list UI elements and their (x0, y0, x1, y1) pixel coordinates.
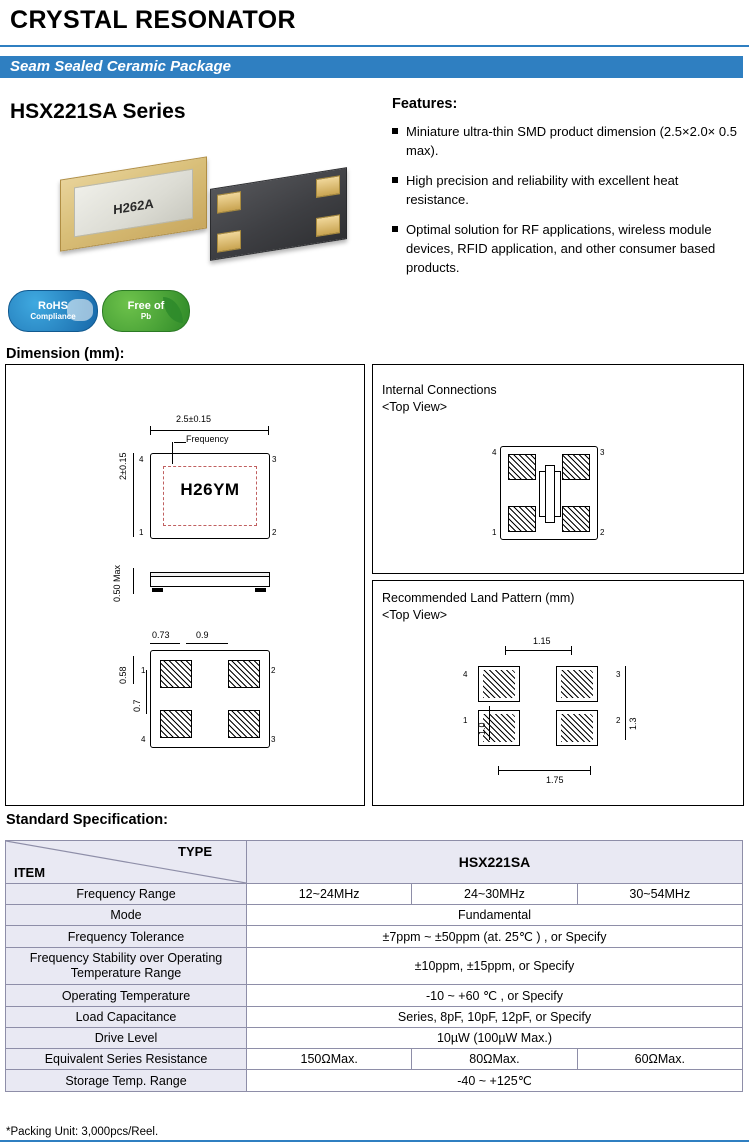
dim-height-label: 2±0.15 (118, 452, 128, 480)
topview-pin-2: 2 (272, 528, 277, 537)
row-cell: 24~30MHz (412, 884, 577, 905)
feature-item (392, 171, 742, 209)
feature-item (392, 220, 742, 277)
spec-heading: Standard Specification: (6, 812, 168, 828)
topview-pin-1: 1 (139, 528, 144, 537)
bottom-view-outline (150, 650, 270, 748)
footer-divider (0, 1140, 749, 1142)
row-cell: ±10ppm, ±15ppm, or Specify (247, 948, 743, 985)
ic-pad-2 (562, 506, 590, 532)
ic-pad-1 (508, 506, 536, 532)
table-row (6, 1007, 743, 1028)
land-pad-3-fill (561, 670, 593, 698)
rohs-badge-text (30, 301, 75, 322)
pad-height-label-1: 0.58 (118, 666, 128, 684)
bottom-view-pad-2 (228, 660, 260, 688)
topview-pin-3: 3 (272, 455, 277, 464)
side-view-foot-left (152, 588, 163, 592)
row-cell: 150ΩMax. (247, 1049, 412, 1070)
land-pin-1: 1 (463, 716, 468, 725)
pad-width-line-1 (150, 643, 180, 644)
pad-3 (217, 230, 241, 253)
row-cell: 60ΩMax. (577, 1049, 742, 1070)
land-pattern-title: Recommended Land Pattern (mm) (382, 591, 575, 605)
table-row (6, 1070, 743, 1092)
row-label: Mode (6, 905, 247, 926)
leaf-icon (163, 297, 183, 323)
land-dim-left-line (489, 706, 490, 740)
table-row (6, 1028, 743, 1049)
free-of-pb-badge (102, 290, 190, 332)
row-cell: Fundamental (247, 905, 743, 926)
bottomview-pin-2: 2 (271, 666, 276, 675)
rohs-line1: RoHS (38, 299, 68, 312)
bottomview-pin-3: 3 (271, 735, 276, 744)
dimension-heading: Dimension (mm): (6, 346, 125, 362)
row-cell: ±7ppm ~ ±50ppm (at. 25℃ ) , or Specify (247, 926, 743, 948)
dim-width-tick-left (150, 426, 151, 435)
pad-4 (316, 214, 340, 237)
dim-height-line (133, 453, 134, 537)
land-pad-3 (556, 666, 598, 702)
land-pad-4-fill (483, 670, 515, 698)
page-title: CRYSTAL RESONATOR (10, 6, 296, 34)
row-label: Drive Level (6, 1028, 247, 1049)
bullet-square-icon (392, 128, 398, 134)
table-row (6, 985, 743, 1007)
feature-text: Miniature ultra-thin SMD product dimension (2.5×2.0× 0.5 max). (406, 124, 737, 158)
ic-pin-2: 2 (600, 528, 605, 537)
row-label: Load Capacitance (6, 1007, 247, 1028)
packing-note: *Packing Unit: 3,000pcs/Reel. (6, 1126, 159, 1138)
internal-connections-view: <Top View> (382, 400, 448, 414)
pb-line2: Pb (140, 311, 152, 321)
table-corner-item: ITEM (14, 865, 46, 880)
subtitle-bar (0, 56, 749, 78)
top-view-outline (150, 453, 270, 539)
row-cell: 12~24MHz (247, 884, 412, 905)
table-row (6, 926, 743, 948)
land-dim-right-line (625, 666, 626, 740)
internal-connections-drawing (500, 446, 598, 540)
land-dim-bottom-line (498, 770, 590, 771)
side-view-drawing (150, 570, 268, 592)
specification-table (5, 840, 743, 1092)
table-row (6, 1049, 743, 1070)
table-corner-type: TYPE (178, 844, 212, 859)
feature-text: Optimal solution for RF applications, wireless module devices, RFID application, and other consumer based products. (406, 222, 716, 275)
subtitle-text: Seam Sealed Ceramic Package (10, 58, 231, 75)
rohs-badge (8, 290, 98, 332)
pad-width-label-1: 0.73 (152, 630, 170, 640)
dim-thickness-line (133, 568, 134, 594)
pb-line1: Free of (127, 299, 165, 312)
side-view-body (150, 576, 270, 587)
bullet-square-icon (392, 177, 398, 183)
header-divider (0, 45, 749, 47)
pad-2 (316, 175, 340, 198)
product-photos (30, 150, 360, 280)
table-corner-cell (6, 841, 247, 884)
table-row (6, 948, 743, 985)
table-row (6, 905, 743, 926)
features-block (392, 96, 742, 288)
crystal-photo-top (60, 156, 207, 251)
frequency-callout-label: Frequency (186, 434, 229, 444)
land-pad-2-fill (561, 714, 593, 742)
bullet-square-icon (392, 226, 398, 232)
feature-item (392, 122, 742, 160)
ic-pin-4: 4 (492, 448, 497, 457)
subtitle-bar-notch (743, 56, 749, 78)
internal-connections-title: Internal Connections (382, 383, 497, 397)
bottom-view-pad-1 (160, 660, 192, 688)
land-dim-right-label: 1.3 (628, 717, 638, 730)
frequency-callout-leader (174, 442, 186, 443)
land-pattern-title-block (382, 590, 574, 624)
top-view-marking: H26YM (180, 480, 240, 499)
ic-pin-1: 1 (492, 528, 497, 537)
ic-pad-4 (508, 454, 536, 480)
land-dim-bottom-label: 1.75 (546, 775, 564, 785)
row-cell: 10µW (100µW Max.) (247, 1028, 743, 1049)
ic-pin-3: 3 (600, 448, 605, 457)
land-dim-top-label: 1.15 (533, 636, 551, 646)
row-cell: -10 ~ +60 ℃ , or Specify (247, 985, 743, 1007)
series-title: HSX221SA Series (10, 100, 186, 123)
pad-1 (217, 191, 241, 214)
land-pad-2 (556, 710, 598, 746)
dim-width-label: 2.5±0.15 (176, 414, 211, 424)
dim-thickness-label: 0.50 Max (112, 564, 122, 602)
dim-width-tick-right (268, 426, 269, 435)
pad-height-label-2: 0.7 (132, 699, 142, 712)
side-view-foot-right (255, 588, 266, 592)
land-pattern-view: <Top View> (382, 608, 448, 622)
land-pattern-drawing (470, 650, 610, 750)
row-label: Equivalent Series Resistance (6, 1049, 247, 1070)
feature-text: High precision and reliability with excellent heat resistance. (406, 173, 679, 207)
crystal-marking: H262A (113, 195, 154, 218)
land-pin-4: 4 (463, 670, 468, 679)
pb-badge-text (128, 301, 165, 322)
land-dim-bottom-tick-l (498, 766, 499, 775)
features-heading: Features: (392, 96, 458, 112)
pad-height-line-2 (146, 670, 147, 714)
table-type-name: HSX221SA (247, 841, 743, 884)
ic-pad-3 (562, 454, 590, 480)
crystal-photo-bottom (210, 167, 347, 261)
row-cell: Series, 8pF, 10pF, 12pF, or Specify (247, 1007, 743, 1028)
pad-height-line-1 (133, 656, 134, 684)
land-pad-1-fill (483, 714, 515, 742)
land-pin-2: 2 (616, 716, 621, 725)
land-pin-3: 3 (616, 670, 621, 679)
row-cell: 80ΩMax. (412, 1049, 577, 1070)
row-label: Frequency Tolerance (6, 926, 247, 948)
bottom-view-pad-3 (228, 710, 260, 738)
dim-width-line (150, 430, 268, 431)
row-label: Frequency Range (6, 884, 247, 905)
row-label: Operating Temperature (6, 985, 247, 1007)
row-label: Storage Temp. Range (6, 1070, 247, 1092)
row-cell: -40 ~ +125℃ (247, 1070, 743, 1092)
row-cell: 30~54MHz (577, 884, 742, 905)
land-pad-4 (478, 666, 520, 702)
row-label: Frequency Stability over Operating Temperature Range (6, 948, 247, 985)
ic-electrode (545, 465, 555, 523)
table-header-row (6, 841, 743, 884)
table-row (6, 884, 743, 905)
land-dim-bottom-tick-r (590, 766, 591, 775)
bottomview-pin-4: 4 (141, 735, 146, 744)
land-dim-left-label: 1.0 (477, 722, 487, 735)
topview-pin-4: 4 (139, 455, 144, 464)
pad-width-label-2: 0.9 (196, 630, 209, 640)
bottom-view-pad-4 (160, 710, 192, 738)
crystal-lid (74, 169, 193, 238)
bottomview-pin-1: 1 (141, 666, 146, 675)
internal-connections-title-block (382, 382, 497, 416)
pad-width-line-2 (186, 643, 228, 644)
rohs-line2: Compliance (30, 311, 76, 321)
